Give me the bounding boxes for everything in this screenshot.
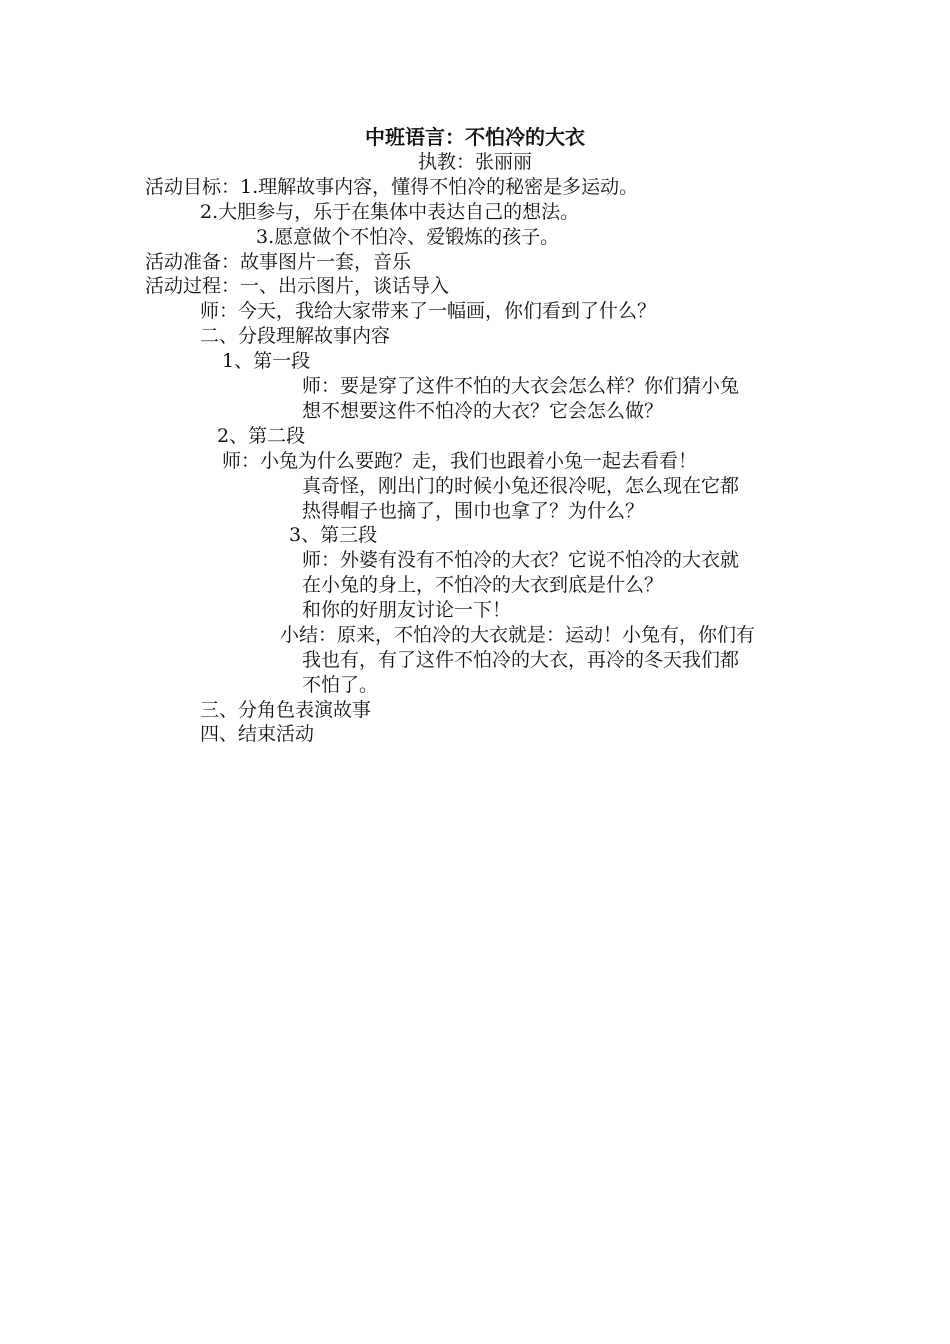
part-2-line-3: 热得帽子也摘了，围巾也拿了？为什么？	[302, 500, 645, 522]
part-2-line-1: 师：小兔为什么要跑？走，我们也跟着小兔一起去看看！	[222, 450, 698, 472]
goal-3: 3.愿意做个不怕冷、爱锻炼的孩子。	[256, 226, 560, 248]
part-2-heading: 2、第二段	[217, 425, 306, 447]
part-3-heading: 3、第三段	[289, 524, 378, 546]
part-3-line-2: 在小兔的身上，不怕冷的大衣到底是什么？	[302, 574, 664, 596]
part-1-line-2: 想不想要这件不怕冷的大衣？它会怎么做？	[302, 400, 664, 422]
summary-line-2: 我也有，有了这件不怕冷的大衣，再冷的冬天我们都	[302, 649, 740, 671]
preparation: 活动准备：故事图片一套，音乐	[145, 251, 412, 273]
goal-2: 2.大胆参与，乐于在集体中表达自己的想法。	[200, 201, 580, 223]
part-2-line-2: 真奇怪，刚出门的时候小兔还很冷呢，怎么现在它都	[302, 475, 740, 497]
document-title: 中班语言：不怕冷的大衣	[365, 125, 585, 149]
author-line: 执教：张丽丽	[417, 151, 532, 173]
part-1-heading: 1、第一段	[222, 350, 311, 372]
part-3-line-3: 和你的好朋友讨论一下！	[302, 599, 512, 621]
summary-line-3: 不怕了。	[302, 674, 379, 696]
goal-1: 活动目标：1.理解故事内容，懂得不怕冷的秘密是多运动。	[145, 176, 639, 198]
process-intro: 师：今天，我给大家带来了一幅画，你们看到了什么？	[200, 300, 657, 322]
part-3-line-1: 师：外婆有没有不怕冷的大衣？它说不怕冷的大衣就	[302, 549, 740, 571]
process-step-2: 二、分段理解故事内容	[200, 325, 391, 347]
process-step-4: 四、结束活动	[200, 723, 315, 745]
process-heading: 活动过程：一、出示图片，谈话导入	[145, 275, 450, 297]
process-step-3: 三、分角色表演故事	[200, 699, 372, 721]
part-1-line-1: 师：要是穿了这件不怕的大衣会怎么样？你们猜小兔	[302, 375, 740, 397]
summary-line-1: 小结：原来，不怕冷的大衣就是：运动！小兔有，你们有	[280, 624, 756, 646]
